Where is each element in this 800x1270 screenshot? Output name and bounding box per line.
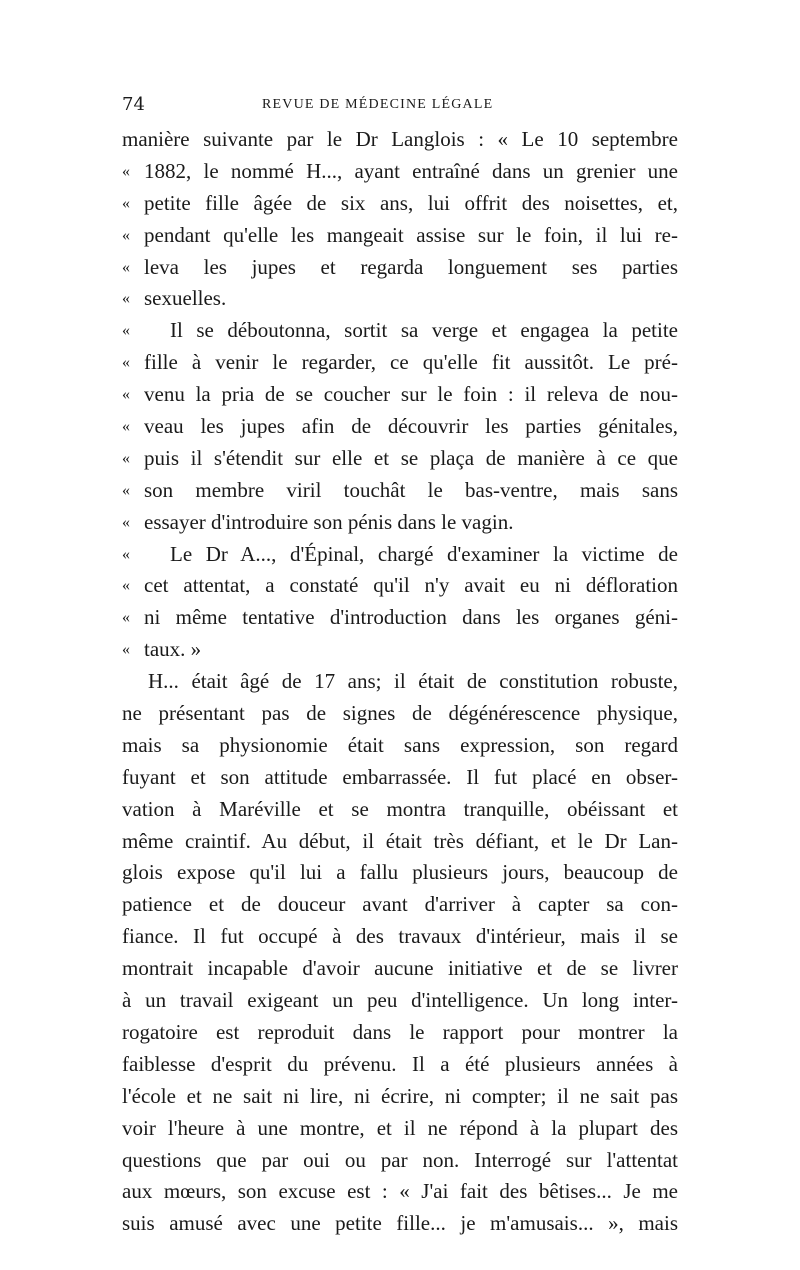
quote-mark: « bbox=[122, 354, 130, 372]
text-line bbox=[122, 188, 678, 220]
text-line bbox=[122, 1017, 678, 1049]
text-line bbox=[122, 252, 678, 284]
line-text: taux. » bbox=[144, 637, 202, 662]
quote-mark: « bbox=[122, 258, 130, 276]
quote-mark: « bbox=[122, 577, 130, 595]
text-line bbox=[122, 953, 678, 985]
text-line bbox=[122, 379, 678, 411]
line-text: rogatoire est reproduit dans le rapport pour montrer la bbox=[122, 1019, 678, 1044]
page-header bbox=[122, 94, 676, 118]
line-text: puis il s'étendit sur elle et se plaça de manière à ce que bbox=[144, 445, 678, 470]
line-text: l'école et ne sait ni lire, ni écrire, ni compter; il ne sait pas bbox=[122, 1083, 678, 1108]
text-line bbox=[122, 539, 678, 571]
line-text: patience et de douceur avant d'arriver à capter sa con- bbox=[122, 892, 678, 917]
text-line bbox=[122, 411, 678, 443]
quote-mark: « bbox=[122, 545, 130, 563]
text-line bbox=[122, 1208, 678, 1240]
text-line bbox=[122, 1049, 678, 1081]
line-text: manière suivante par le Dr Langlois : « Le 10 septembre bbox=[122, 127, 678, 151]
line-text: à un travail exigeant un peu d'intelligence. Un long inter- bbox=[122, 988, 678, 1013]
line-text: fuyant et son attitude embarrassée. Il fut placé en obser- bbox=[122, 764, 678, 789]
quote-mark: « bbox=[122, 449, 130, 467]
text-line bbox=[122, 1081, 678, 1113]
line-text: fiance. Il fut occupé à des travaux d'intérieur, mais il se bbox=[122, 924, 678, 949]
line-text: questions que par oui ou par non. Interrogé sur l'attentat bbox=[122, 1147, 678, 1172]
text-line bbox=[122, 443, 678, 475]
line-text: glois expose qu'il lui a fallu plusieurs jours, beaucoup de bbox=[122, 860, 678, 885]
quote-mark: « bbox=[122, 290, 130, 308]
line-text: pendant qu'elle les mangeait assise sur le foin, il lui re- bbox=[144, 222, 678, 247]
line-text: H... était âgé de 17 ans; il était de constitution robuste, bbox=[148, 669, 678, 694]
line-text: petite fille âgée de six ans, lui offrit des noisettes, et, bbox=[144, 190, 678, 215]
text-line bbox=[122, 475, 678, 507]
page-number: 74 bbox=[122, 94, 145, 115]
line-text: sexuelles. bbox=[144, 286, 227, 311]
text-line bbox=[122, 666, 678, 698]
line-text: Il se déboutonna, sortit sa verge et engagea la petite bbox=[170, 318, 678, 343]
line-text: ne présentant pas de signes de dégénérescence physique, bbox=[122, 701, 678, 726]
text-line bbox=[122, 1113, 678, 1145]
text-line bbox=[122, 762, 678, 794]
line-text: suis amusé avec une petite fille... je m'amusais... », mais bbox=[122, 1211, 678, 1236]
text-line bbox=[122, 1145, 678, 1177]
line-text: même craintif. Au début, il était très défiant, et le Dr Lan- bbox=[122, 828, 678, 853]
line-text: son membre viril touchât le bas-ventre, mais sans bbox=[144, 477, 678, 502]
quote-mark: « bbox=[122, 641, 130, 659]
running-head: REVUE DE MÉDECINE LÉGALE bbox=[262, 97, 494, 112]
text-line bbox=[122, 570, 678, 602]
text-line bbox=[122, 921, 678, 953]
text-line bbox=[122, 794, 678, 826]
text-line bbox=[122, 602, 678, 634]
line-text: 1882, le nommé H..., ayant entraîné dans un grenier une bbox=[144, 158, 678, 183]
text-line bbox=[122, 347, 678, 379]
quote-mark: « bbox=[122, 322, 130, 340]
line-text: veau les jupes afin de découvrir les parties génitales, bbox=[144, 414, 678, 439]
text-line bbox=[122, 1176, 678, 1208]
text-line bbox=[122, 889, 678, 921]
line-text: voir l'heure à une montre, et il ne répond à la plupart des bbox=[122, 1115, 678, 1140]
line-text: fille à venir le regarder, ce qu'elle fit aussitôt. Le pré- bbox=[144, 350, 678, 375]
body-text bbox=[122, 124, 678, 1240]
quote-mark: « bbox=[122, 386, 130, 404]
text-line bbox=[122, 283, 678, 315]
text-line bbox=[122, 634, 678, 666]
line-text: faiblesse d'esprit du prévenu. Il a été plusieurs années à bbox=[122, 1051, 678, 1076]
quote-mark: « bbox=[122, 609, 130, 627]
line-text: venu la pria de se coucher sur le foin : il releva de nou- bbox=[144, 382, 678, 407]
quote-mark: « bbox=[122, 418, 130, 436]
line-text: cet attentat, a constaté qu'il n'y avait eu ni défloration bbox=[144, 573, 678, 598]
quote-mark: « bbox=[122, 481, 130, 499]
line-text: ni même tentative d'introduction dans les organes géni- bbox=[144, 605, 678, 630]
line-text: mais sa physionomie était sans expression, son regard bbox=[122, 732, 678, 757]
line-text: Le Dr A..., d'Épinal, chargé d'examiner la victime de bbox=[170, 541, 678, 566]
line-text: montrait incapable d'avoir aucune initiative et de se livrer bbox=[122, 956, 678, 981]
line-text: vation à Maréville et se montra tranquille, obéissant et bbox=[122, 796, 678, 821]
quote-mark: « bbox=[122, 162, 130, 180]
text-line bbox=[122, 730, 678, 762]
text-line bbox=[122, 826, 678, 858]
text-line bbox=[122, 507, 678, 539]
line-text: leva les jupes et regarda longuement ses parties bbox=[144, 254, 678, 279]
text-line bbox=[122, 315, 678, 347]
text-line bbox=[122, 857, 678, 889]
text-line bbox=[122, 220, 678, 252]
line-text: essayer d'introduire son pénis dans le vagin. bbox=[144, 509, 514, 534]
quote-mark: « bbox=[122, 194, 130, 212]
line-text: aux mœurs, son excuse est : « J'ai fait des bêtises... Je me bbox=[122, 1179, 678, 1204]
text-line bbox=[122, 124, 678, 156]
text-line bbox=[122, 985, 678, 1017]
quote-mark: « bbox=[122, 513, 130, 531]
text-line bbox=[122, 698, 678, 730]
text-line bbox=[122, 156, 678, 188]
quote-mark: « bbox=[122, 226, 130, 244]
